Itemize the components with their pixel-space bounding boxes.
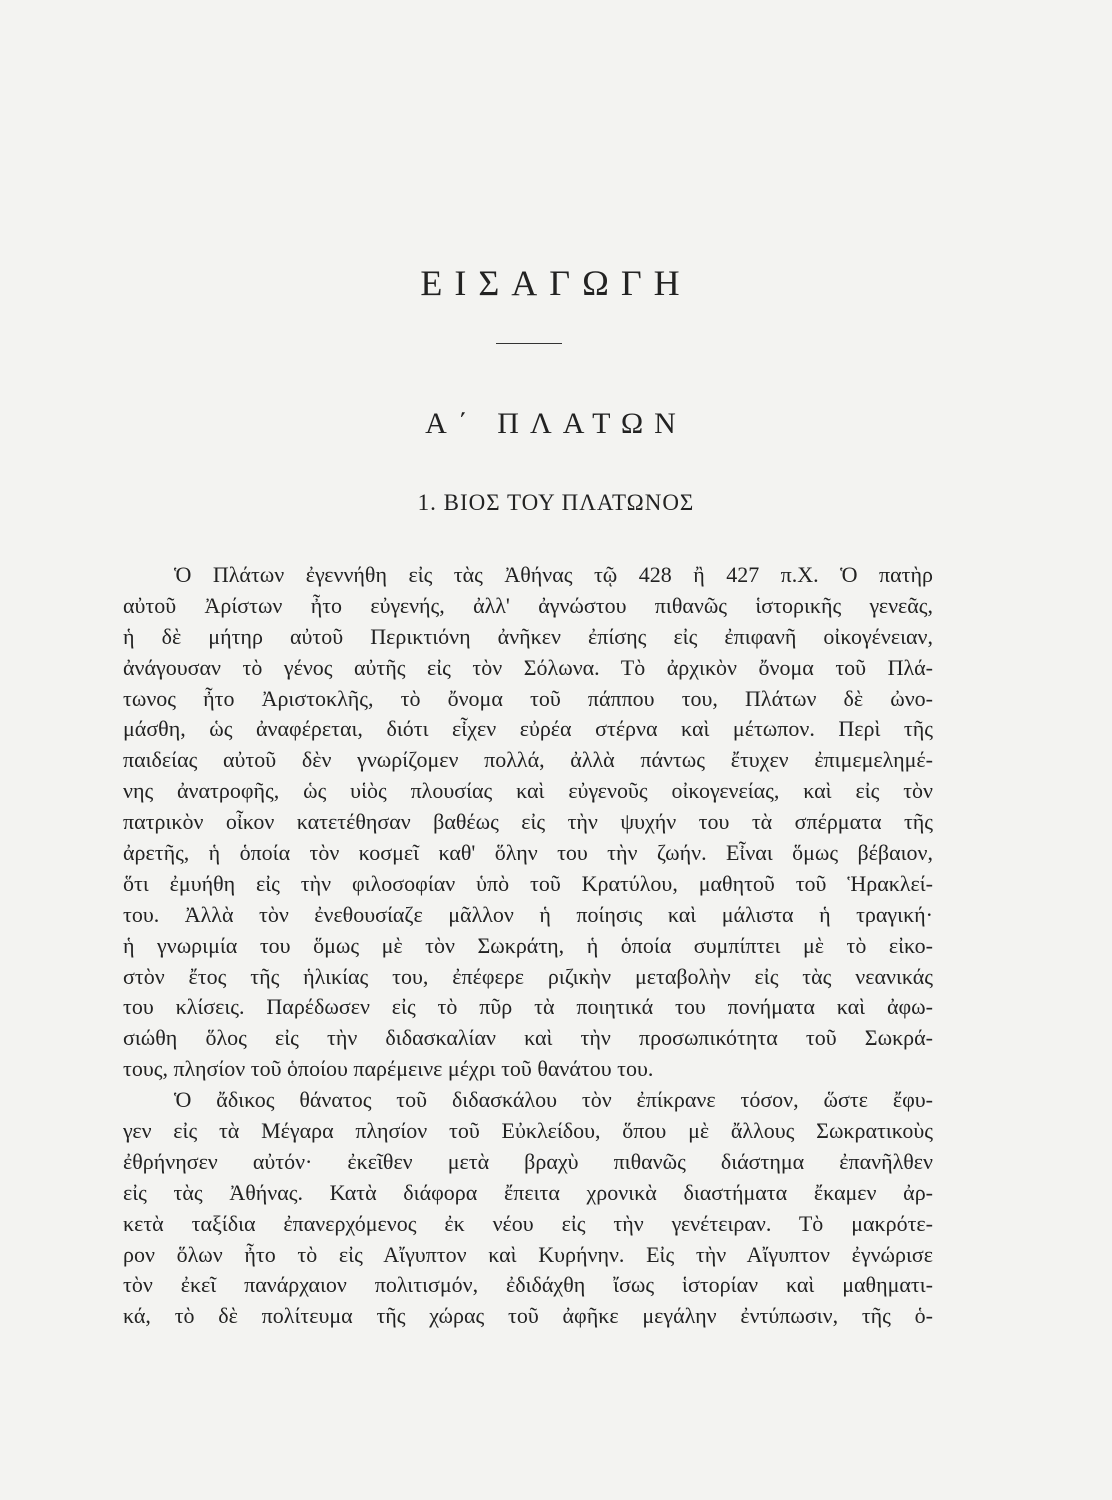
- text-line: πατρικὸν οἶκον κατετέθησαν βαθέως εἰς τὴν ψυχήν του τὰ σπέρματα τῆς: [123, 809, 933, 835]
- text-line: ρον ὅλων ἦτο τὸ εἰς Αἴγυπτον καὶ Κυρήνην. Εἰς τὴν Αἴγυπτον ἐγνώρισε: [123, 1241, 933, 1267]
- text-line: τους, πλησίον τοῦ ὁποίου παρέμεινε μέχρι τοῦ θανάτου του.: [123, 1056, 654, 1082]
- subsection-heading: 1. ΒΙΟΣ ΤΟΥ ΠΛΑΤΩΝΟΣ: [417, 490, 695, 515]
- text-line: νης ἀνατροφῆς, ὡς υἱὸς πλουσίας καὶ εὐγενοῦς οἰκογενείας, καὶ εἰς τὸν: [123, 778, 933, 804]
- paragraph-1: [123, 560, 933, 1085]
- text-line: παιδείας αὐτοῦ δὲν γνωρίζομεν πολλά, ἀλλὰ πάντως ἔτυχεν ἐπιμεμελημέ-: [123, 747, 933, 773]
- text-line: Ὁ ἄδικος θάνατος τοῦ διδασκάλου τὸν ἐπίκρανε τόσον, ὥστε ἔφυ-: [174, 1087, 933, 1113]
- title-divider: [496, 343, 562, 344]
- text-line: ὅτι ἐμυήθη εἰς τὴν φιλοσοφίαν ὑπὸ τοῦ Κρατύλου, μαθητοῦ τοῦ Ἡρακλεί-: [123, 870, 933, 896]
- text-line: τωνος ἦτο Ἀριστοκλῆς, τὸ ὄνομα τοῦ πάππου του, Πλάτων δὲ ὠνο-: [123, 685, 933, 711]
- text-line: Ὁ Πλάτων ἐγεννήθη εἰς τὰς Ἀθήνας τῷ 428 ἢ 427 π.Χ. Ὁ πατὴρ: [174, 562, 933, 587]
- body-text: [123, 560, 933, 1332]
- text-line: στὸν ἔτος τῆς ἡλικίας του, ἐπέφερε ριζικὴν μεταβολὴν εἰς τὰς νεανικάς: [123, 963, 933, 989]
- section-heading: Α΄ ΠΛΑΤΩΝ: [425, 407, 687, 440]
- text-line: σιώθη ὅλος εἰς τὴν διδασκαλίαν καὶ τὴν προσωπικότητα τοῦ Σωκρά-: [123, 1025, 933, 1051]
- text-line: εἰς τὰς Ἀθήνας. Κατὰ διάφορα ἔπειτα χρονικὰ διαστήματα ἔκαμεν ἀρ-: [123, 1179, 933, 1205]
- text-line: του κλίσεις. Παρέδωσεν εἰς τὸ πῦρ τὰ ποιητικά του πονήματα καὶ ἀφω-: [123, 994, 933, 1020]
- text-line: ἡ γνωριμία του ὅμως μὲ τὸν Σωκράτη, ἡ ὁποία συμπίπτει μὲ τὸ εἰκο-: [123, 932, 933, 958]
- text-line: κά, τὸ δὲ πολίτευμα τῆς χώρας τοῦ ἀφῆκε μεγάλην ἐντύπωσιν, τῆς ὁ-: [123, 1303, 933, 1329]
- text-line: ἡ δὲ μήτηρ αὐτοῦ Περικτιόνη ἀνῆκεν ἐπίσης εἰς ἐπιφανῆ οἰκογένειαν,: [123, 623, 933, 649]
- text-line: κετὰ ταξίδια ἐπανερχόμενος ἐκ νέου εἰς τὴν γενέτειραν. Τὸ μακρότε-: [123, 1210, 933, 1236]
- page-title: ΕΙΣΑΓΩΓΗ: [420, 263, 692, 303]
- text-line: ἀρετῆς, ἡ ὁποία τὸν κοσμεῖ καθ' ὅλην του τὴν ζωήν. Εἶναι ὅμως βέβαιον,: [123, 840, 933, 866]
- text-line: αὐτοῦ Ἀρίστων ἦτο εὐγενής, ἀλλ' ἀγνώστου πιθανῶς ἱστορικῆς γενεᾶς,: [123, 592, 933, 618]
- text-line: μάσθη, ὡς ἀναφέρεται, διότι εἶχεν εὐρέα στέρνα καὶ μέτωπον. Περὶ τῆς: [123, 716, 933, 742]
- text-line: ἐθρήνησεν αὐτόν· ἐκεῖθεν μετὰ βραχὺ πιθανῶς διάστημα ἐπανῆλθεν: [123, 1148, 933, 1174]
- text-line: γεν εἰς τὰ Μέγαρα πλησίον τοῦ Εὐκλείδου, ὅπου μὲ ἄλλους Σωκρατικοὺς: [123, 1118, 933, 1144]
- text-line: ἀνάγουσαν τὸ γένος αὐτῆς εἰς τὸν Σόλωνα. Τὸ ἀρχικὸν ὄνομα τοῦ Πλά-: [123, 654, 933, 680]
- text-line: του. Ἀλλὰ τὸν ἐνεθουσίαζε μᾶλλον ἡ ποίησις καὶ μάλιστα ἡ τραγική·: [123, 901, 933, 927]
- text-line: τὸν ἐκεῖ πανάρχαιον πολιτισμόν, ἐδιδάχθη ἴσως ἱστορίαν καὶ μαθηματι-: [123, 1272, 933, 1298]
- paragraph-2: [123, 1085, 933, 1332]
